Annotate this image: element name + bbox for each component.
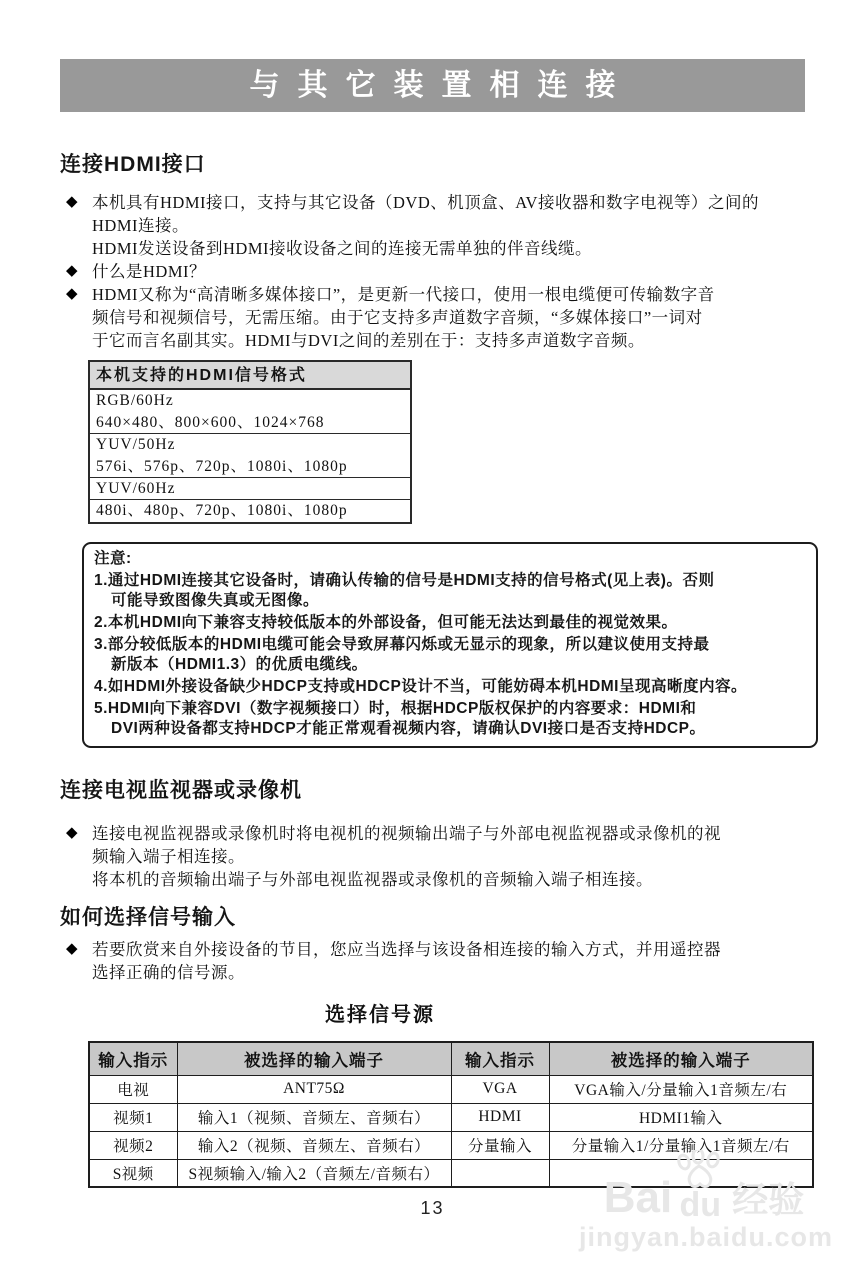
diamond-bullet-icon: ◆ [66, 825, 78, 841]
note-line: 1.通过HDMI连接其它设备时，请确认传输的信号是HDMI支持的信号格式(见上表)。否则 [94, 572, 715, 589]
table-cell: 输入1（视频、音频左、音频右） [177, 1103, 451, 1131]
bullet-list-hdmi [66, 191, 815, 352]
table-cell: HDMI [451, 1103, 549, 1131]
table-header-cell: 输入指示 [451, 1042, 549, 1075]
note-item [94, 613, 804, 633]
bullet-line: 选择正确的信号源。 [92, 963, 245, 982]
bullet-line: 将本机的音频输出端子与外部电视监视器或录像机的音频输入端子相连接。 [92, 870, 653, 889]
table-cell: 分量输入1/分量输入1音频左/右 [549, 1131, 813, 1159]
bullet-line: 频信号和视频信号，无需压缩。由于它支持多声道数字音频，“多媒体接口”一词对 [92, 308, 703, 327]
table-cell: 视频1 [89, 1103, 177, 1131]
banner-title: 与其它装置相连接 [249, 69, 634, 102]
table-row [89, 1075, 813, 1103]
baidu-watermark [579, 1150, 834, 1252]
hdmi-table-row: 640×480、800×600、1024×768 [90, 412, 410, 434]
note-item [94, 699, 804, 739]
table-cell [451, 1159, 549, 1187]
bullet-list-monitor [66, 822, 815, 891]
watermark-brand-cn: 经验 [732, 1179, 805, 1220]
note-line: 4.如HDMI外接设备缺少HDCP支持或HDCP设计不当，可能妨碍本机HDMI呈现高晰度内容。 [94, 678, 747, 695]
table-header-cell: 被选择的输入端子 [177, 1042, 451, 1075]
table-header-cell: 被选择的输入端子 [549, 1042, 813, 1075]
table-cell: ANT75Ω [177, 1075, 451, 1103]
watermark-brand-bai: Bai [603, 1173, 673, 1222]
table-cell: S视频输入/输入2（音频左/音频右） [177, 1159, 451, 1187]
note-line: 可能导致图像失真或无图像。 [111, 592, 320, 609]
note-box [82, 542, 818, 748]
note-item [94, 571, 804, 611]
note-title: 注意: [94, 550, 132, 567]
table-cell: VGA输入/分量输入1音频左/右 [549, 1075, 813, 1103]
table-cell: S视频 [89, 1159, 177, 1187]
note-item [94, 635, 804, 675]
bullet-line: 本机具有HDMI接口，支持与其它设备（DVD、机顶盒、AV接收器和数字电视等）之间的 [92, 193, 759, 212]
diamond-bullet-icon: ◆ [66, 194, 78, 210]
bullet-line: HDMI又称为“高清晰多媒体接口”，是更新一代接口，使用一根电缆便可传输数字音 [92, 285, 715, 304]
note-line: 5.HDMI向下兼容DVI（数字视频接口）时，根据HDCP版权保护的内容要求：HDMI和 [94, 700, 697, 717]
section-heading-monitor: 连接电视监视器或录像机 [60, 779, 302, 802]
diamond-bullet-icon: ◆ [66, 263, 78, 279]
note-item [94, 677, 804, 697]
table-cell: VGA [451, 1075, 549, 1103]
hdmi-table-row: YUV/60Hz [90, 478, 410, 500]
bullet-line: 什么是HDMI？ [92, 262, 206, 281]
watermark-brand-du: du [679, 1186, 721, 1224]
note-line: DVI两种设备都支持HDCP才能正常观看视频内容，请确认DVI接口是否支持HDCP。 [111, 720, 706, 737]
bullet-item [66, 822, 815, 891]
page-banner [60, 59, 805, 112]
diamond-bullet-icon: ◆ [66, 286, 78, 302]
table-header-cell: 输入指示 [89, 1042, 177, 1075]
hdmi-table-row: YUV/50Hz [96, 436, 176, 453]
bullet-item [66, 260, 815, 283]
hdmi-table-row: 576i、576p、720p、1080i、1080p [90, 456, 410, 478]
bullet-item [66, 191, 815, 260]
diamond-bullet-icon: ◆ [66, 941, 78, 957]
table-cell: 视频2 [89, 1131, 177, 1159]
section-heading-input: 如何选择信号输入 [60, 906, 236, 929]
note-line: 新版本（HDMI1.3）的优质电缆线。 [111, 656, 368, 673]
bullet-line: 连接电视监视器或录像机时将电视机的视频输出端子与外部电视监视器或录像机的视 [92, 824, 721, 843]
bullet-line: 于它而言名副其实。HDMI与DVI之间的差别在于：支持多声道数字音频。 [92, 331, 645, 350]
note-line: 2.本机HDMI向下兼容支持较低版本的外部设备，但可能无法达到最佳的视觉效果。 [94, 614, 678, 631]
signal-source-table-title: 选择信号源 [325, 1004, 435, 1026]
table-row [89, 1103, 813, 1131]
note-line: 3.部分较低版本的HDMI电缆可能会导致屏幕闪烁或无显示的现象，所以建议使用支持最 [94, 636, 710, 653]
section-heading-hdmi: 连接HDMI接口 [60, 153, 206, 176]
bullet-list-input [66, 938, 815, 984]
hdmi-table-row: 480i、480p、720p、1080i、1080p [96, 502, 348, 519]
hdmi-table-title: 本机支持的HDMI信号格式 [90, 362, 410, 390]
bullet-line: 频输入端子相连接。 [92, 847, 245, 866]
table-cell: HDMI1输入 [549, 1103, 813, 1131]
table-cell: 输入2（视频、音频左、音频右） [177, 1131, 451, 1159]
hdmi-format-table [88, 360, 412, 524]
bullet-item [66, 938, 815, 984]
table-cell: 电视 [89, 1075, 177, 1103]
baidu-paw-icon [674, 1150, 726, 1190]
bullet-line: 若要欣赏来自外接设备的节目，您应当选择与该设备相连接的输入方式，并用遥控器 [92, 940, 721, 959]
hdmi-table-row: RGB/60Hz [96, 392, 174, 409]
bullet-line: HDMI连接。 [92, 216, 189, 235]
bullet-item [66, 283, 815, 352]
bullet-line: HDMI发送设备到HDMI接收设备之间的连接无需单独的伴音线缆。 [92, 239, 592, 258]
watermark-url: jingyan.baidu.com [579, 1222, 834, 1252]
page-number: 13 [420, 1198, 445, 1218]
table-cell: 分量输入 [451, 1131, 549, 1159]
